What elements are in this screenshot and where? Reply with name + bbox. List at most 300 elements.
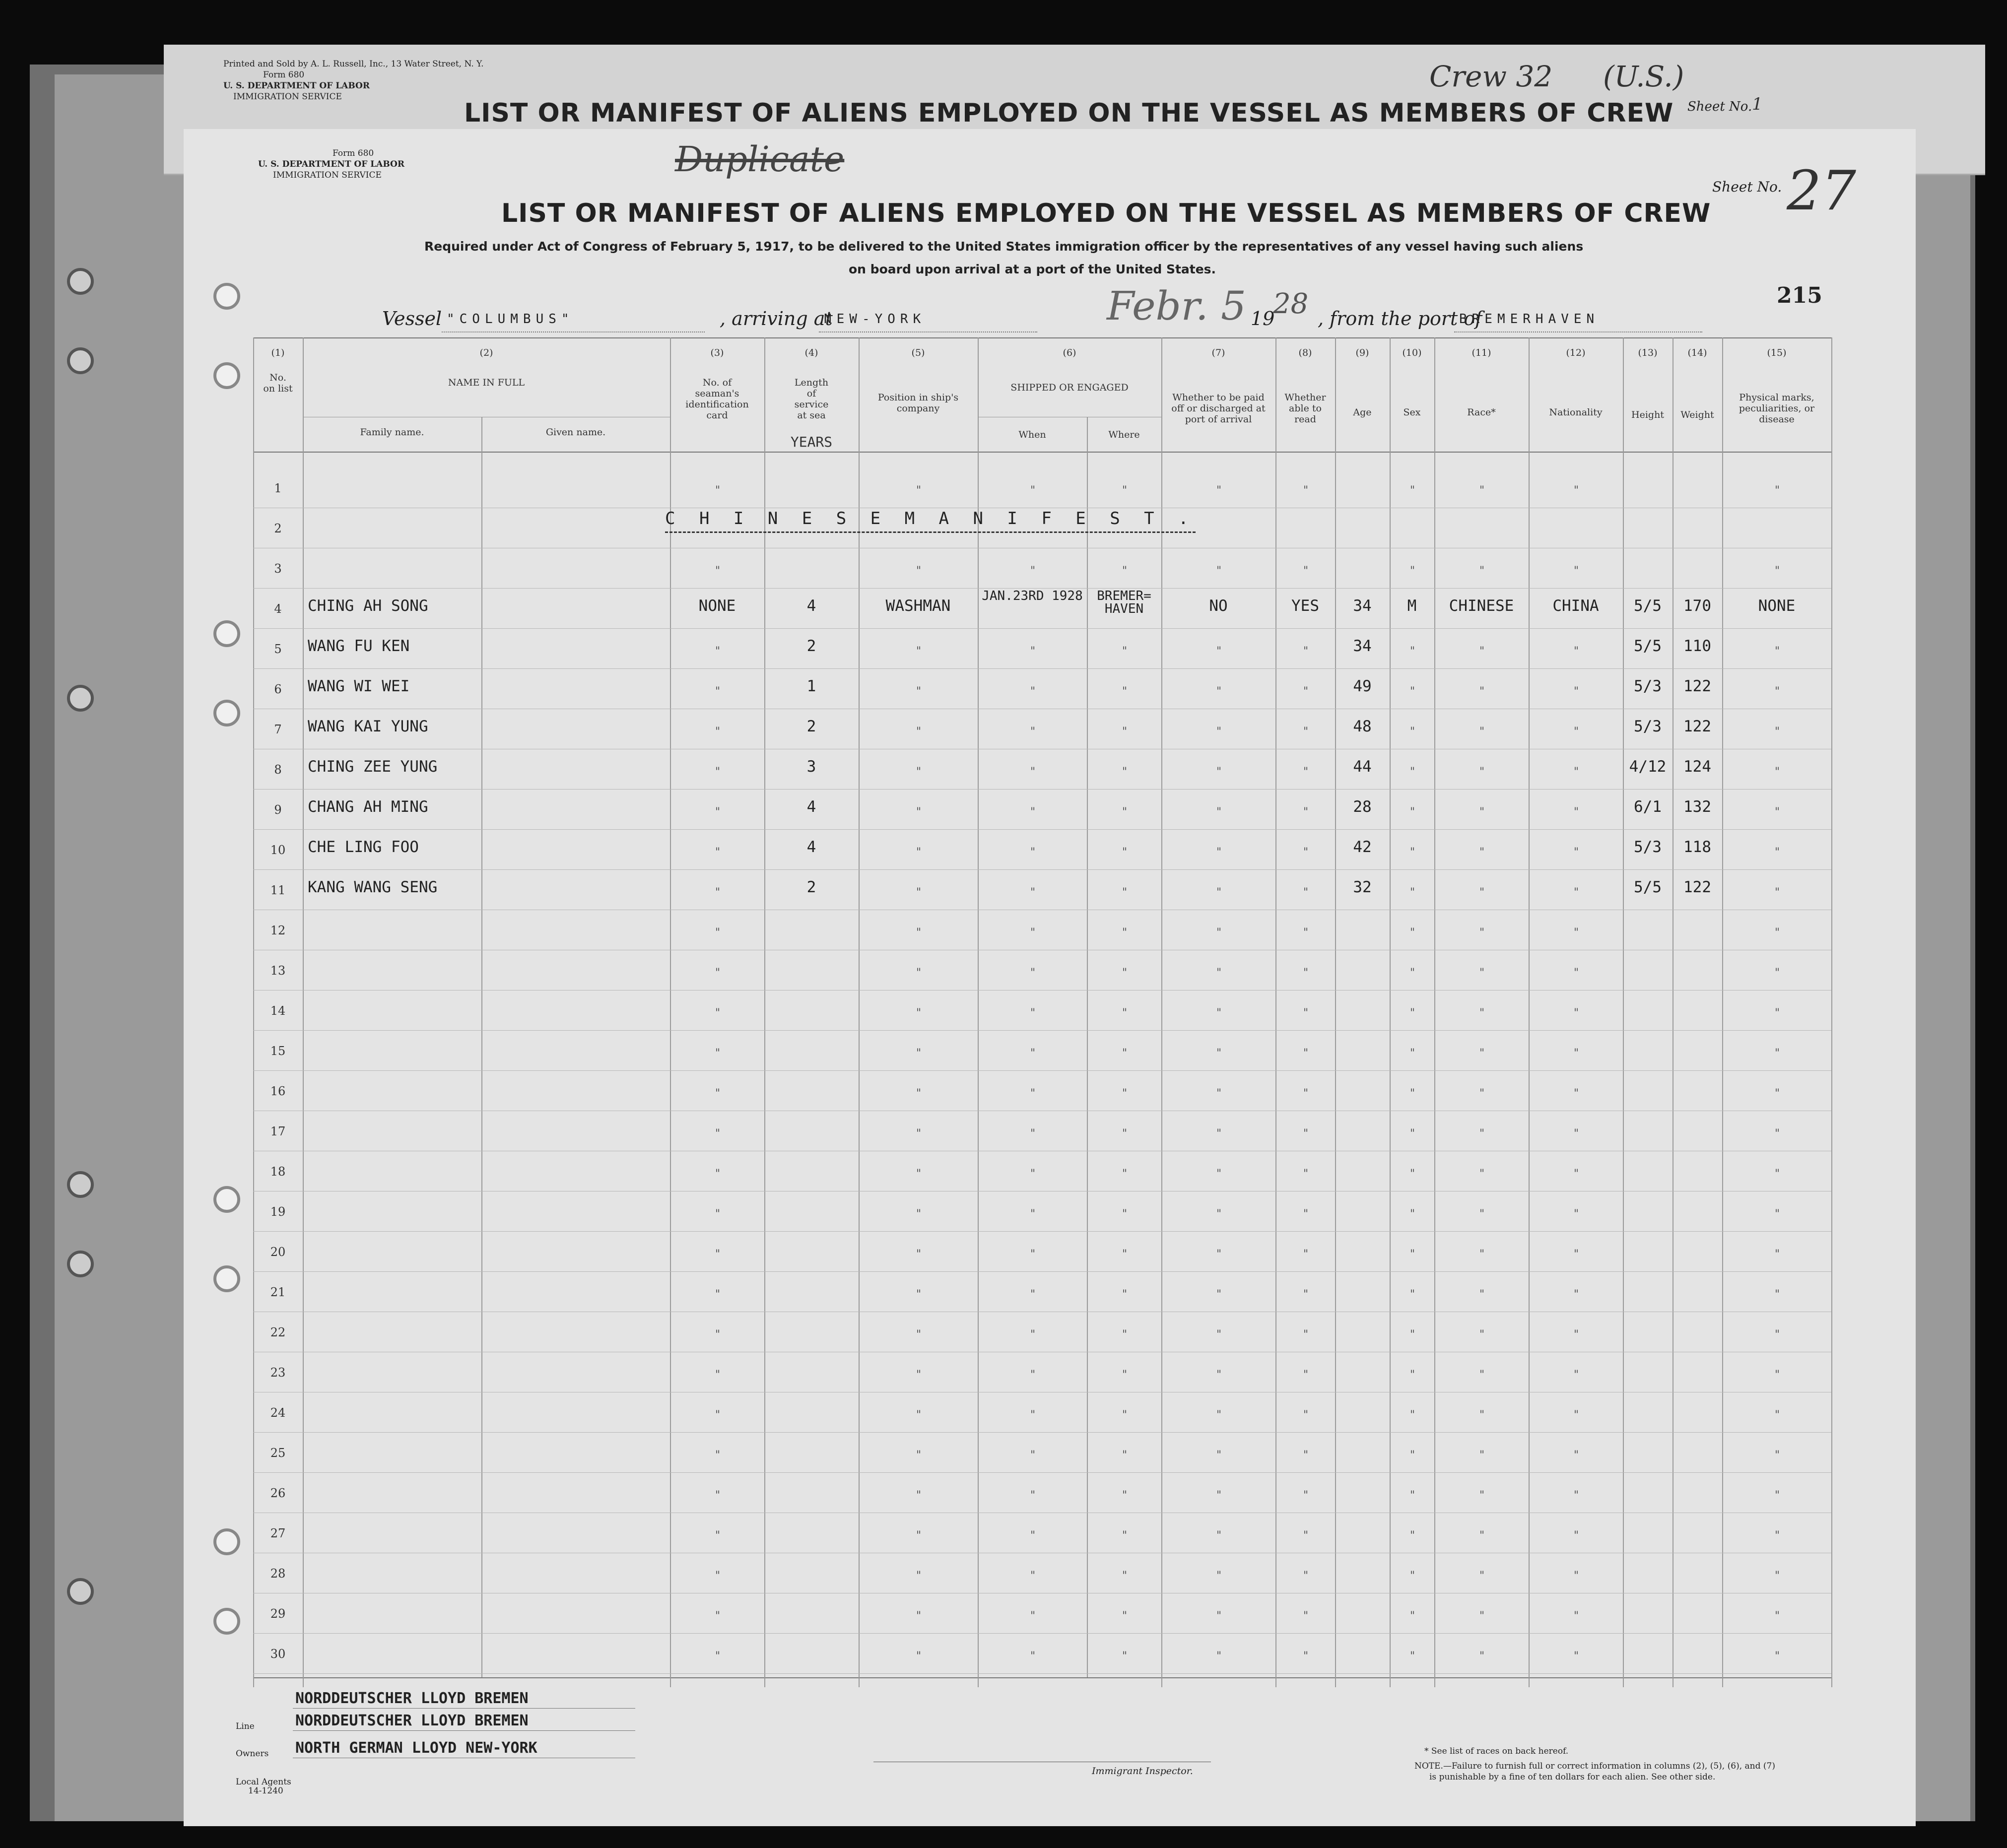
ditto-mark: " [1030, 1650, 1036, 1662]
ditto-mark: " [916, 484, 922, 497]
line-value: NORDDEUTSCHER LLOYD BREMEN [295, 1690, 529, 1707]
ditto-mark: " [1479, 1650, 1485, 1662]
ditto-mark: " [1479, 1288, 1485, 1301]
cell-age: 34 [1353, 597, 1372, 615]
ditto-mark: " [1479, 1007, 1485, 1019]
ditto-mark: " [1216, 1208, 1222, 1220]
ditto-mark: " [916, 1168, 922, 1180]
punch-hole [67, 1171, 94, 1198]
ditto-mark: " [1574, 726, 1579, 738]
row-rule [253, 1271, 1831, 1272]
arriving-port: NEW-YORK [824, 312, 926, 327]
ditto-mark: " [1303, 806, 1309, 818]
ditto-mark: " [715, 1087, 721, 1100]
cell-marks: NONE [1758, 597, 1796, 615]
cell-weight: 122 [1683, 878, 1711, 896]
ditto-mark: " [916, 1489, 922, 1502]
col1-num: (1) [271, 347, 285, 358]
row-number: 29 [270, 1607, 286, 1621]
ditto-mark: " [916, 1610, 922, 1622]
cell-card: NONE [698, 597, 736, 615]
ditto-mark: " [715, 766, 721, 778]
ditto-mark: " [1122, 1127, 1128, 1140]
ditto-mark: " [1410, 1168, 1415, 1180]
from-underline [1454, 331, 1702, 332]
cell-race: CHINESE [1449, 597, 1514, 615]
ditto-mark: " [916, 565, 922, 577]
ditto-mark: " [1030, 1610, 1036, 1622]
cell-name: CHANG AH MING [308, 798, 428, 816]
ditto-mark: " [1122, 645, 1128, 658]
ditto-mark: " [1775, 1248, 1780, 1260]
ditto-mark: " [1410, 1248, 1415, 1260]
ditto-mark: " [715, 1610, 721, 1622]
ditto-mark: " [1030, 846, 1036, 858]
ditto-mark: " [1216, 726, 1222, 738]
row-rule [253, 668, 1831, 669]
ditto-mark: " [1574, 926, 1579, 939]
ditto-mark: " [1030, 806, 1036, 818]
ditto-mark: " [916, 967, 922, 979]
ditto-mark: " [715, 1409, 721, 1421]
col3-num: (3) [710, 347, 724, 358]
row-rule [253, 789, 1831, 790]
col5-label: Position in ship's company [877, 392, 959, 414]
ditto-mark: " [1030, 1168, 1036, 1180]
ditto-mark: " [1303, 1168, 1309, 1180]
ditto-mark: " [1775, 565, 1780, 577]
ditto-mark: " [1303, 1409, 1309, 1421]
ditto-mark: " [1216, 565, 1222, 577]
ditto-mark: " [1775, 1369, 1780, 1381]
ditto-mark: " [715, 1328, 721, 1341]
ditto-mark: " [1303, 1489, 1309, 1502]
ditto-mark: " [715, 886, 721, 899]
cell-weight: 110 [1683, 637, 1711, 655]
ditto-mark: " [1122, 766, 1128, 778]
ditto-mark: " [1030, 685, 1036, 698]
row-number: 18 [270, 1165, 286, 1179]
year-suffix: 28 [1273, 288, 1309, 320]
subtitle-line-1: Required under Act of Congress of February 5, 1917, to be delivered to the United States immigration officer by the representatives of any vessel having such aliens [424, 239, 1584, 254]
punch-hole [213, 362, 240, 389]
ditto-mark: " [1216, 1328, 1222, 1341]
ditto-mark: " [1030, 1208, 1036, 1220]
ditto-mark: " [916, 1409, 922, 1421]
row-number: 30 [270, 1647, 286, 1661]
ditto-mark: " [1410, 1409, 1415, 1421]
ditto-mark: " [1122, 1087, 1128, 1100]
punch-hole [213, 1265, 240, 1292]
row-number: 26 [270, 1486, 286, 1500]
ditto-mark: " [1410, 1570, 1415, 1582]
ditto-mark: " [1303, 766, 1309, 778]
col5-num: (5) [911, 347, 925, 358]
ditto-mark: " [1775, 1529, 1780, 1542]
ditto-mark: " [1030, 1087, 1036, 1100]
owners-value: NORDDEUTSCHER LLOYD BREMEN [295, 1712, 529, 1729]
ditto-mark: " [1574, 1650, 1579, 1662]
ditto-mark: " [916, 846, 922, 858]
cell-age: 42 [1353, 838, 1372, 856]
ditto-mark: " [1775, 846, 1780, 858]
ditto-mark: " [1410, 1610, 1415, 1622]
line-label: Line [236, 1721, 255, 1731]
cell-age: 44 [1353, 758, 1372, 776]
ditto-mark: " [1479, 1610, 1485, 1622]
ditto-mark: " [1303, 926, 1309, 939]
ditto-mark: " [1030, 1409, 1036, 1421]
cell-years: 2 [806, 878, 816, 896]
ditto-mark: " [1775, 1650, 1780, 1662]
ditto-mark: " [1479, 726, 1485, 738]
back-service: IMMIGRATION SERVICE [233, 92, 342, 102]
cell-name: WANG KAI YUNG [308, 718, 428, 735]
ditto-mark: " [1775, 645, 1780, 658]
ditto-mark: " [1574, 886, 1579, 899]
row-number: 24 [270, 1406, 286, 1420]
col14-num: (14) [1687, 347, 1707, 358]
ditto-mark: " [916, 1449, 922, 1461]
ditto-mark: " [1410, 1007, 1415, 1019]
col2-label: NAME IN FULL [448, 377, 525, 388]
cell-age: 28 [1353, 798, 1372, 816]
col15-num: (15) [1767, 347, 1787, 358]
ditto-mark: " [1775, 967, 1780, 979]
ditto-mark: " [1030, 1288, 1036, 1301]
cell-name: CHING ZEE YUNG [308, 758, 438, 776]
cell-height: 5/5 [1634, 878, 1662, 896]
row-number: 14 [270, 1004, 286, 1018]
ditto-mark: " [1775, 1208, 1780, 1220]
col6-num: (6) [1063, 347, 1076, 358]
cell-height: 5/3 [1634, 677, 1662, 695]
ditto-mark: " [1216, 1449, 1222, 1461]
ditto-mark: " [1216, 1369, 1222, 1381]
col3-label: No. of seaman's identification card [685, 377, 749, 421]
ditto-mark: " [715, 1529, 721, 1542]
row-number: 28 [270, 1567, 286, 1581]
ditto-mark: " [1479, 886, 1485, 899]
hand-note-us: (U.S.) [1603, 60, 1684, 93]
cell-years: 3 [806, 758, 816, 776]
row-number: 6 [274, 682, 282, 696]
row-rule [253, 829, 1831, 830]
ditto-mark: " [715, 565, 721, 577]
ditto-mark: " [1216, 926, 1222, 939]
given-name-header: Given name. [545, 427, 606, 438]
ditto-mark: " [1122, 1248, 1128, 1260]
ditto-mark: " [1122, 846, 1128, 858]
ditto-mark: " [715, 1208, 721, 1220]
row-number: 4 [274, 602, 282, 616]
ditto-mark: " [1574, 565, 1579, 577]
ditto-mark: " [1574, 1610, 1579, 1622]
manifest-table [253, 337, 1831, 1687]
ditto-mark: " [1216, 1168, 1222, 1180]
ditto-mark: " [1479, 484, 1485, 497]
ditto-mark: " [1479, 1248, 1485, 1260]
ditto-mark: " [916, 1328, 922, 1341]
ditto-mark: " [1410, 1369, 1415, 1381]
ditto-mark: " [1479, 1570, 1485, 1582]
ditto-mark: " [715, 685, 721, 698]
ditto-mark: " [916, 726, 922, 738]
back-form-number: Form 680 [263, 70, 305, 80]
ditto-mark: " [916, 766, 922, 778]
row-rule [253, 1030, 1831, 1031]
ditto-mark: " [1216, 1127, 1222, 1140]
ditto-mark: " [1122, 1369, 1128, 1381]
ditto-mark: " [715, 967, 721, 979]
family-name-header: Family name. [360, 427, 424, 438]
row-rule [253, 1070, 1831, 1071]
row-number: 2 [274, 522, 282, 535]
cell-weight: 132 [1683, 798, 1711, 816]
cell-age: 34 [1353, 637, 1372, 655]
col10-label: Sex [1403, 407, 1421, 418]
ditto-mark: " [1479, 766, 1485, 778]
ditto-mark: " [1216, 1489, 1222, 1502]
ditto-mark: " [1775, 1489, 1780, 1502]
races-note: * See list of races on back hereof. [1424, 1746, 1569, 1756]
ditto-mark: " [1574, 1127, 1579, 1140]
ditto-mark: " [1030, 1489, 1036, 1502]
where-header: Where [1108, 429, 1140, 440]
hand-note-crew: Crew 32 [1429, 60, 1553, 93]
ditto-mark: " [916, 1047, 922, 1059]
ditto-mark: " [715, 1449, 721, 1461]
cell-position: WASHMAN [885, 597, 951, 615]
ditto-mark: " [1303, 645, 1309, 658]
ditto-mark: " [715, 1047, 721, 1059]
ditto-mark: " [916, 1208, 922, 1220]
from-port: BREMERHAVEN [1459, 312, 1600, 327]
ditto-mark: " [1410, 886, 1415, 899]
ditto-mark: " [1030, 926, 1036, 939]
ditto-mark: " [1574, 1288, 1579, 1301]
ditto-mark: " [1303, 1570, 1309, 1582]
ditto-mark: " [1479, 1127, 1485, 1140]
ditto-mark: " [1410, 1650, 1415, 1662]
cell-height: 6/1 [1634, 798, 1662, 816]
cell-height: 4/12 [1629, 758, 1667, 776]
col4-label: Length of service at sea [794, 377, 829, 421]
ditto-mark: " [1479, 685, 1485, 698]
ditto-mark: " [1410, 484, 1415, 497]
ditto-mark: " [916, 1369, 922, 1381]
ditto-mark: " [1122, 926, 1128, 939]
ditto-mark: " [1303, 726, 1309, 738]
row-number: 1 [274, 481, 282, 495]
ditto-mark: " [1574, 806, 1579, 818]
cell-where: BREMER= HAVEN [1097, 589, 1151, 616]
ditto-mark: " [1574, 846, 1579, 858]
form-code: 14-1240 [248, 1786, 283, 1796]
ditto-mark: " [1216, 1570, 1222, 1582]
section-heading: C H I N E S E M A N I F E S T . [665, 509, 1196, 533]
punch-hole [213, 1608, 240, 1635]
ditto-mark: " [1122, 806, 1128, 818]
ditto-mark: " [1410, 1087, 1415, 1100]
agents-label: Local Agents [236, 1777, 291, 1787]
arrival-date: Febr. 5 [1107, 283, 1246, 329]
row-number: 11 [270, 883, 286, 897]
ditto-mark: " [1574, 1328, 1579, 1341]
ditto-mark: " [1479, 1369, 1485, 1381]
ditto-mark: " [1122, 484, 1128, 497]
cell-weight: 170 [1683, 597, 1711, 615]
ditto-mark: " [1303, 1328, 1309, 1341]
ditto-mark: " [1030, 1047, 1036, 1059]
ditto-mark: " [1216, 1047, 1222, 1059]
col9-num: (9) [1355, 347, 1369, 358]
ditto-mark: " [1479, 1208, 1485, 1220]
ditto-mark: " [1030, 1529, 1036, 1542]
ditto-mark: " [1574, 766, 1579, 778]
ditto-mark: " [715, 1489, 721, 1502]
ditto-mark: " [1303, 1007, 1309, 1019]
ditto-mark: " [1574, 1007, 1579, 1019]
cell-name: CHING AH SONG [308, 597, 428, 615]
col1-label: No. on list [263, 372, 293, 394]
ditto-mark: " [1574, 1168, 1579, 1180]
ditto-mark: " [1775, 1449, 1780, 1461]
cell-when: JAN.23RD 1928 [982, 589, 1083, 603]
col12-num: (12) [1566, 347, 1586, 358]
ditto-mark: " [1775, 1328, 1780, 1341]
ditto-mark: " [1574, 1047, 1579, 1059]
ditto-mark: " [715, 806, 721, 818]
ditto-mark: " [1479, 926, 1485, 939]
years-label: YEARS [790, 434, 833, 450]
row-number: 19 [270, 1205, 286, 1219]
cell-height: 5/5 [1634, 597, 1662, 615]
arriving-label: , arriving at [720, 308, 833, 330]
ditto-mark: " [1479, 1489, 1485, 1502]
ditto-mark: " [1479, 1529, 1485, 1542]
col7-num: (7) [1211, 347, 1225, 358]
ditto-mark: " [1303, 1610, 1309, 1622]
col7-label: Whether to be paid off or discharged at port of arrival [1171, 392, 1266, 425]
ditto-mark: " [715, 1369, 721, 1381]
ditto-mark: " [1303, 1529, 1309, 1542]
ditto-mark: " [1410, 1489, 1415, 1502]
cell-years: 2 [806, 637, 816, 655]
ditto-mark: " [1216, 1409, 1222, 1421]
ditto-mark: " [1030, 484, 1036, 497]
cell-age: 49 [1353, 677, 1372, 695]
ditto-mark: " [1122, 1610, 1128, 1622]
cell-sex: M [1407, 597, 1417, 615]
row-number: 3 [274, 562, 282, 576]
ditto-mark: " [1122, 1449, 1128, 1461]
cell-height: 5/3 [1634, 718, 1662, 735]
ditto-mark: " [1574, 484, 1579, 497]
ditto-mark: " [1122, 1288, 1128, 1301]
punch-hole [67, 1251, 94, 1277]
cell-weight: 122 [1683, 718, 1711, 735]
ditto-mark: " [1479, 645, 1485, 658]
ditto-mark: " [715, 1127, 721, 1140]
ditto-mark: " [1303, 886, 1309, 899]
ditto-mark: " [1030, 967, 1036, 979]
ditto-mark: " [1122, 967, 1128, 979]
ditto-mark: " [1216, 1248, 1222, 1260]
ditto-mark: " [715, 1248, 721, 1260]
ditto-mark: " [1775, 484, 1780, 497]
ditto-mark: " [1574, 1248, 1579, 1260]
ditto-mark: " [1574, 1087, 1579, 1100]
form-number: Form 680 [333, 148, 374, 158]
ditto-mark: " [715, 1288, 721, 1301]
ditto-mark: " [1479, 1168, 1485, 1180]
row-rule [253, 628, 1831, 629]
ditto-mark: " [916, 926, 922, 939]
ditto-mark: " [1216, 645, 1222, 658]
row-rule [253, 1472, 1831, 1473]
ditto-mark: " [1303, 1208, 1309, 1220]
ditto-mark: " [1216, 766, 1222, 778]
ditto-mark: " [1303, 1449, 1309, 1461]
ditto-mark: " [1122, 886, 1128, 899]
ditto-mark: " [1122, 1650, 1128, 1662]
ditto-mark: " [715, 846, 721, 858]
cell-years: 1 [806, 677, 816, 695]
ditto-mark: " [1479, 967, 1485, 979]
ditto-mark: " [1410, 1529, 1415, 1542]
ditto-mark: " [1775, 726, 1780, 738]
ditto-mark: " [1216, 1650, 1222, 1662]
row-number: 5 [274, 642, 282, 656]
ditto-mark: " [916, 1570, 922, 1582]
ditto-mark: " [1122, 1570, 1128, 1582]
ditto-mark: " [1030, 1449, 1036, 1461]
ditto-mark: " [1303, 846, 1309, 858]
row-rule [253, 1673, 1831, 1674]
ditto-mark: " [1574, 685, 1579, 698]
ditto-mark: " [1303, 1127, 1309, 1140]
ditto-mark: " [715, 726, 721, 738]
row-number: 7 [274, 723, 282, 736]
ditto-mark: " [1410, 926, 1415, 939]
ditto-mark: " [1410, 846, 1415, 858]
ditto-mark: " [1303, 967, 1309, 979]
ditto-mark: " [1775, 685, 1780, 698]
row-number: 20 [270, 1245, 286, 1259]
col8-num: (8) [1298, 347, 1312, 358]
ditto-mark: " [715, 1007, 721, 1019]
punch-hole [213, 1528, 240, 1555]
punch-hole [67, 1578, 94, 1605]
ditto-mark: " [1479, 1409, 1485, 1421]
ditto-mark: " [1030, 886, 1036, 899]
ditto-mark: " [1775, 1168, 1780, 1180]
ditto-mark: " [1216, 1288, 1222, 1301]
ditto-mark: " [1122, 1047, 1128, 1059]
row-number: 10 [270, 843, 286, 857]
row-rule [253, 1231, 1831, 1232]
cell-years: 4 [806, 597, 816, 615]
ditto-mark: " [1574, 967, 1579, 979]
ditto-mark: " [1122, 1529, 1128, 1542]
penalty-note-2: is punishable by a fine of ten dollars for each alien. See other side. [1429, 1772, 1716, 1782]
vessel-underline [442, 331, 705, 332]
service: IMMIGRATION SERVICE [273, 170, 382, 180]
ditto-mark: " [916, 1529, 922, 1542]
ditto-mark: " [916, 645, 922, 658]
cell-height: 5/3 [1634, 838, 1662, 856]
